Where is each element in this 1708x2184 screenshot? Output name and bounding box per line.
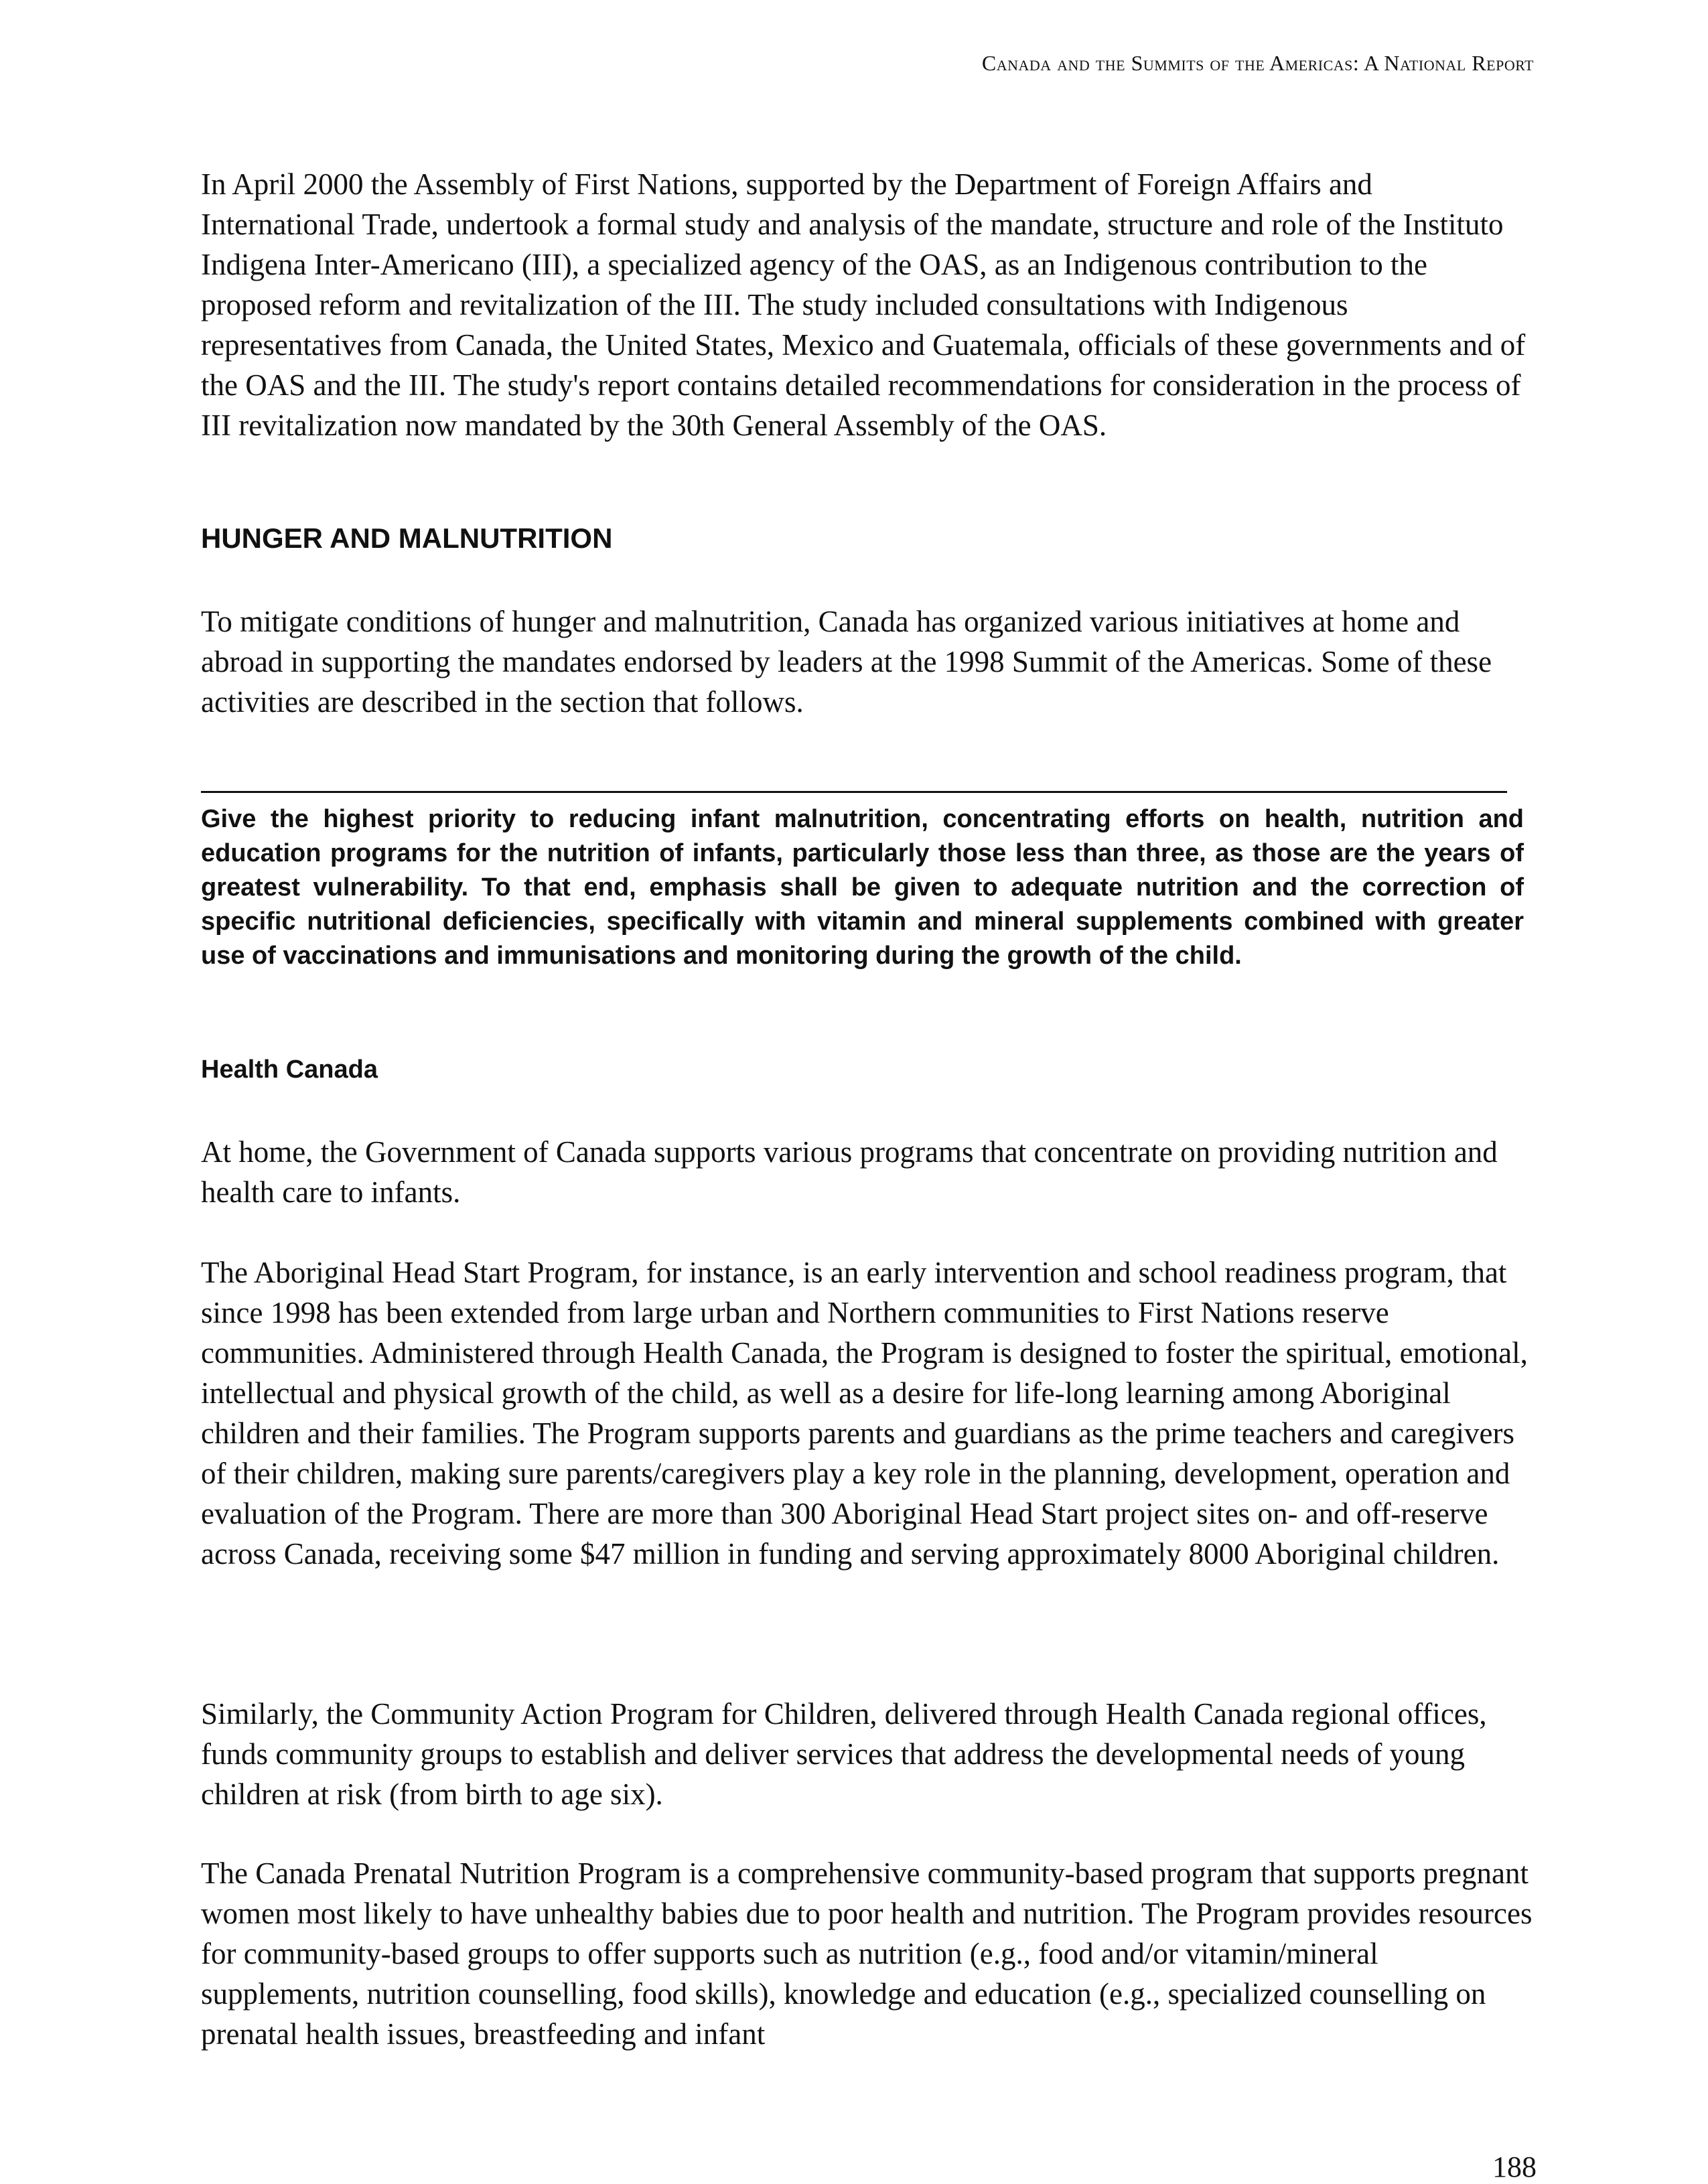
paragraph-home-programs: At home, the Government of Canada supports various programs that concentrate on providing nutrition and health care to infants. — [201, 1135, 1498, 1209]
section-heading: HUNGER AND MALNUTRITION — [201, 522, 613, 554]
paragraph-community-action: Similarly, the Community Action Program for Children, delivered through Health Canada regional offices, funds community groups to establish and deliver services that address the developmental needs of young children at risk (from birth to age six). — [201, 1697, 1487, 1811]
paragraph-iii-study: In April 2000 the Assembly of First Nations, supported by the Department of Foreign Affairs and International Trade, undertook a formal study and analysis of the mandate, structure and role of the Instituto Indigena Inter-Americano (III), a specialized agency of the OAS, as an Indigenous contribution to the proposed reform and revitalization of the III. The study included consultations with Indigenous representatives from Canada, the United States, Mexico and Guatemala, officials of these governments and of the OAS and the III. The study's report contains detailed recommendations for consideration in the process of III revitalization now mandated by the 30th General Assembly of the OAS. — [201, 167, 1526, 442]
mandate-divider — [201, 791, 1507, 793]
summit-mandate-text: Give the highest priority to reducing infant malnutrition, concentrating efforts on health, nutrition and education programs for the nutrition of infants, particularly those less than three, as those are the years of greatest vulnerability. To that end, emphasis shall be given to adequate nutrition and the correction of specific nutritional deficiencies, specifically with vitamin and mineral supplements combined with greater use of vaccinations and immunisations and monitoring during the growth of the child. — [201, 805, 1524, 970]
paragraph-prenatal-nutrition: The Canada Prenatal Nutrition Program is a comprehensive community-based program that supports pregnant women most likely to have unhealthy babies due to poor health and nutrition. The Program provides resources for community-based groups to offer supports such as nutrition (e.g., food and/or vitamin/mineral supplements, nutrition counselling, food skills), knowledge and education (e.g., specialized counselling on prenatal health issues, breastfeeding and infant — [201, 1857, 1533, 2051]
paragraph-hunger-intro: To mitigate conditions of hunger and malnutrition, Canada has organized various initiatives at home and abroad in supporting the mandates endorsed by leaders at the 1998 Summit of the Americas. Some of these activities are described in the section that follows. — [201, 605, 1492, 719]
running-header: Canada and the Summits of the Americas: A National Report — [981, 51, 1534, 75]
subheading-health-canada: Health Canada — [201, 1055, 378, 1084]
paragraph-aboriginal-head-start: The Aboriginal Head Start Program, for instance, is an early intervention and school readiness program, that since 1998 has been extended from large urban and Northern communities to First Nations reserve communities. Administered through Health Canada, the Program is designed to foster the spiritual, emotional, intellectual and physical growth of the child, as well as a desire for life-long learning among Aboriginal children and their families. The Program supports parents and guardians as the prime teachers and caregivers of their children, making sure parents/caregivers play a key role in the planning, development, operation and evaluation of the Program. There are more than 300 Aboriginal Head Start project sites on- and off-reserve across Canada, receiving some $47 million in funding and serving approximately 8000 Aboriginal children. — [201, 1256, 1528, 1571]
page-number: 188 — [1492, 2151, 1537, 2183]
